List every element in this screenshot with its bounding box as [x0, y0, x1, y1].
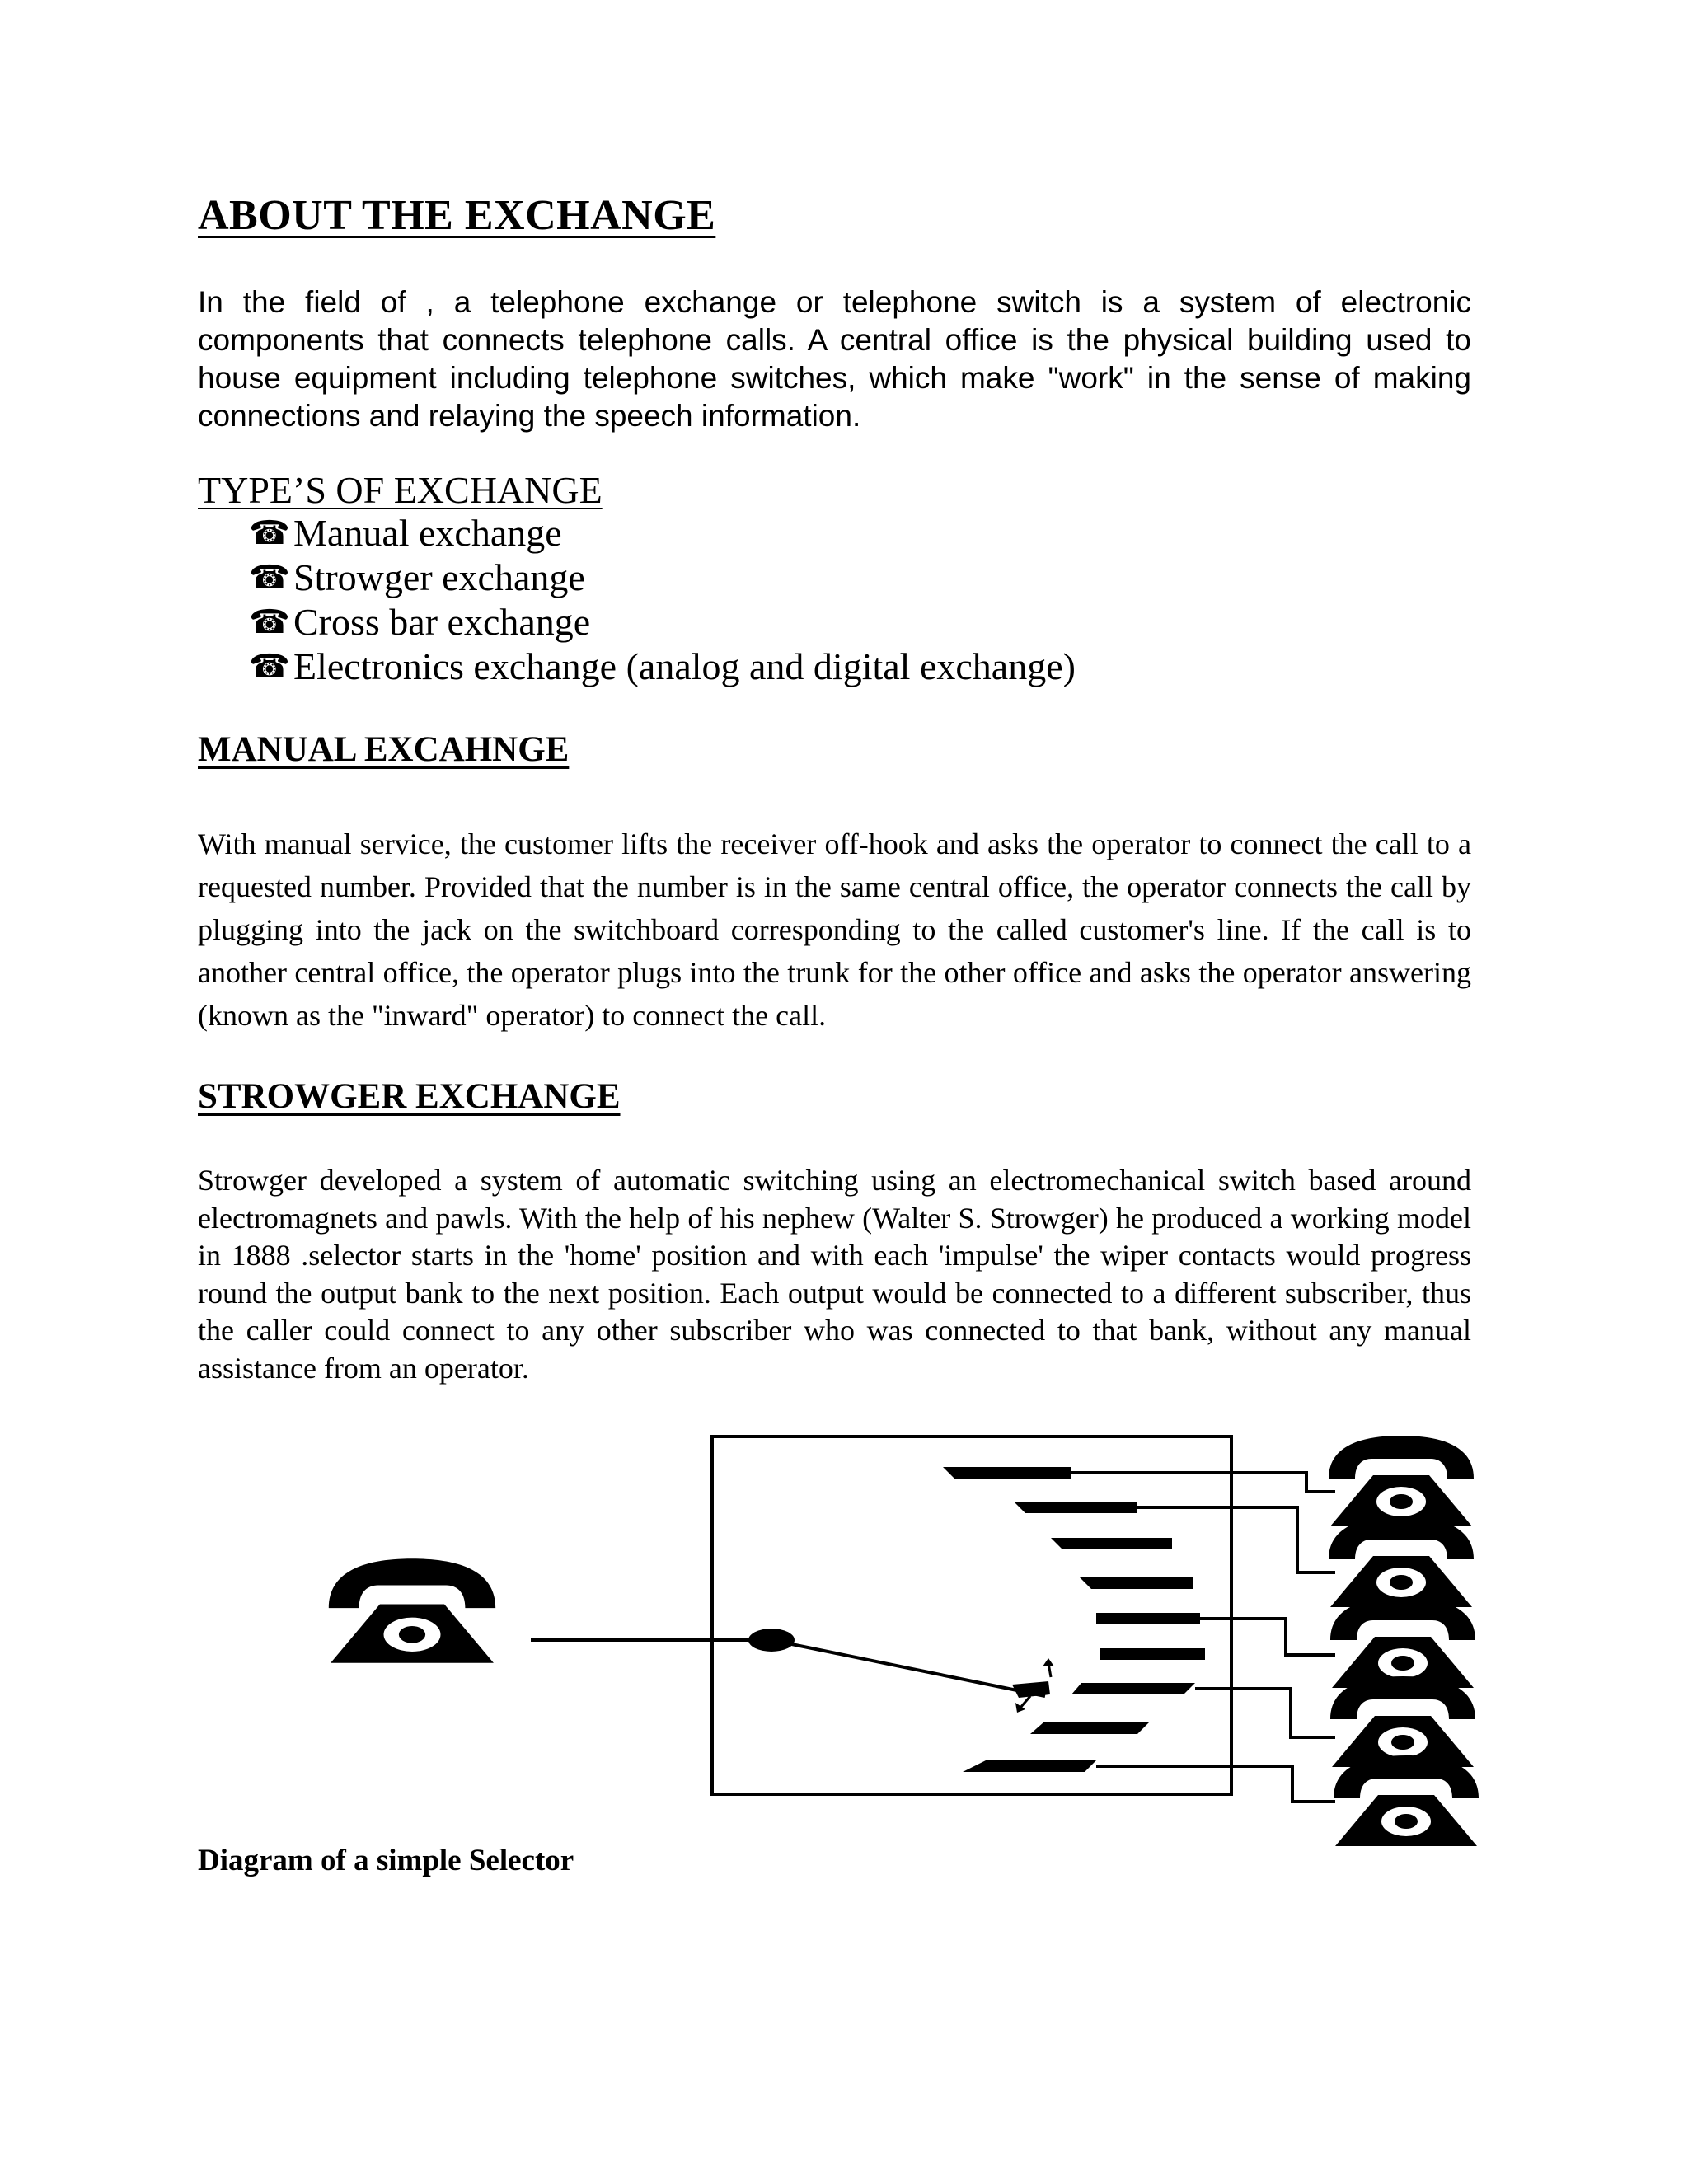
list-item-label: Manual exchange: [293, 512, 562, 554]
list-item-label: Strowger exchange: [293, 556, 585, 598]
bank-contact: [943, 1467, 1071, 1479]
strowger-heading: STROWGER EXCHANGE: [198, 1077, 621, 1116]
wiper-arm: [771, 1640, 1045, 1696]
telephone-icon: ☎: [249, 559, 290, 597]
subscriber-telephone-icon: [1329, 1436, 1474, 1526]
list-item-label: Cross bar exchange: [293, 601, 591, 643]
up-arrow-head-icon: [1043, 1658, 1054, 1666]
subscriber-line: [1195, 1689, 1335, 1737]
bank-contact: [1100, 1648, 1205, 1660]
telephone-icon: ☎: [249, 603, 290, 641]
strowger-paragraph: Strowger developed a system of automatic switching using an electromechanical switch based around electromagnets and pawls. With the help of his nephew (Walter S. Strowger) he produced a working model in 1888 .selector starts in the 'home' position and with each 'impulse' the wiper contacts would progress round the output bank to the next position. Each output would be connected to a different subscriber, thus the caller could connect to any other subscriber who was connected to that bank, without any manual assistance from an operator.: [198, 1164, 1471, 1385]
subscriber-telephone-icon: [1334, 1755, 1479, 1846]
caller-telephone-icon: [329, 1558, 495, 1663]
bank-contact: [1014, 1502, 1137, 1513]
subscriber-line: [1096, 1766, 1335, 1802]
manual-heading: MANUAL EXCAHNGE: [198, 730, 570, 769]
telephone-icon: ☎: [249, 514, 290, 552]
bank-contact: [963, 1760, 1096, 1772]
subscriber-telephone-icon: [1329, 1516, 1474, 1607]
bank-contact: [1071, 1683, 1195, 1694]
bank-contact: [1096, 1613, 1200, 1624]
manual-paragraph: With manual service, the customer lifts the receiver off-hook and asks the operator to connect the call to a requested number. Provided that the number is in the same central office, the operator connects the call by plugging into the jack on the switchboard corresponding to the called customer's line. If the call is to another central office, the operator plugs into the trunk for the other office and asks the operator answering (known as the "inward" operator) to connect the call.: [198, 827, 1471, 1032]
list-item-label: Electronics exchange (analog and digital exchange): [293, 645, 1076, 687]
subscriber-telephone-icon: [1330, 1597, 1475, 1688]
bank-contact: [1030, 1722, 1149, 1734]
intro-paragraph: In the field of , a telephone exchange or telephone switch is a system of electronic components that connects telephone calls. A central office is the physical building used to house equipment including telephone switches, which make "work" in the sense of making connections and relaying the speech information.: [198, 285, 1471, 433]
subscriber-telephone-icon: [1330, 1676, 1475, 1767]
bank-contact: [1051, 1538, 1172, 1549]
telephone-icon: ☎: [249, 648, 290, 686]
page-title: ABOUT THE EXCHANGE: [198, 192, 716, 239]
subscriber-line: [1200, 1619, 1335, 1655]
diagram-caption: Diagram of a simple Selector: [198, 1844, 574, 1877]
down-arrow-icon: [1020, 1696, 1030, 1708]
types-heading: TYPE’S OF EXCHANGE: [198, 469, 603, 511]
subscriber-line: [1071, 1473, 1335, 1492]
bank-contact: [1080, 1577, 1193, 1589]
